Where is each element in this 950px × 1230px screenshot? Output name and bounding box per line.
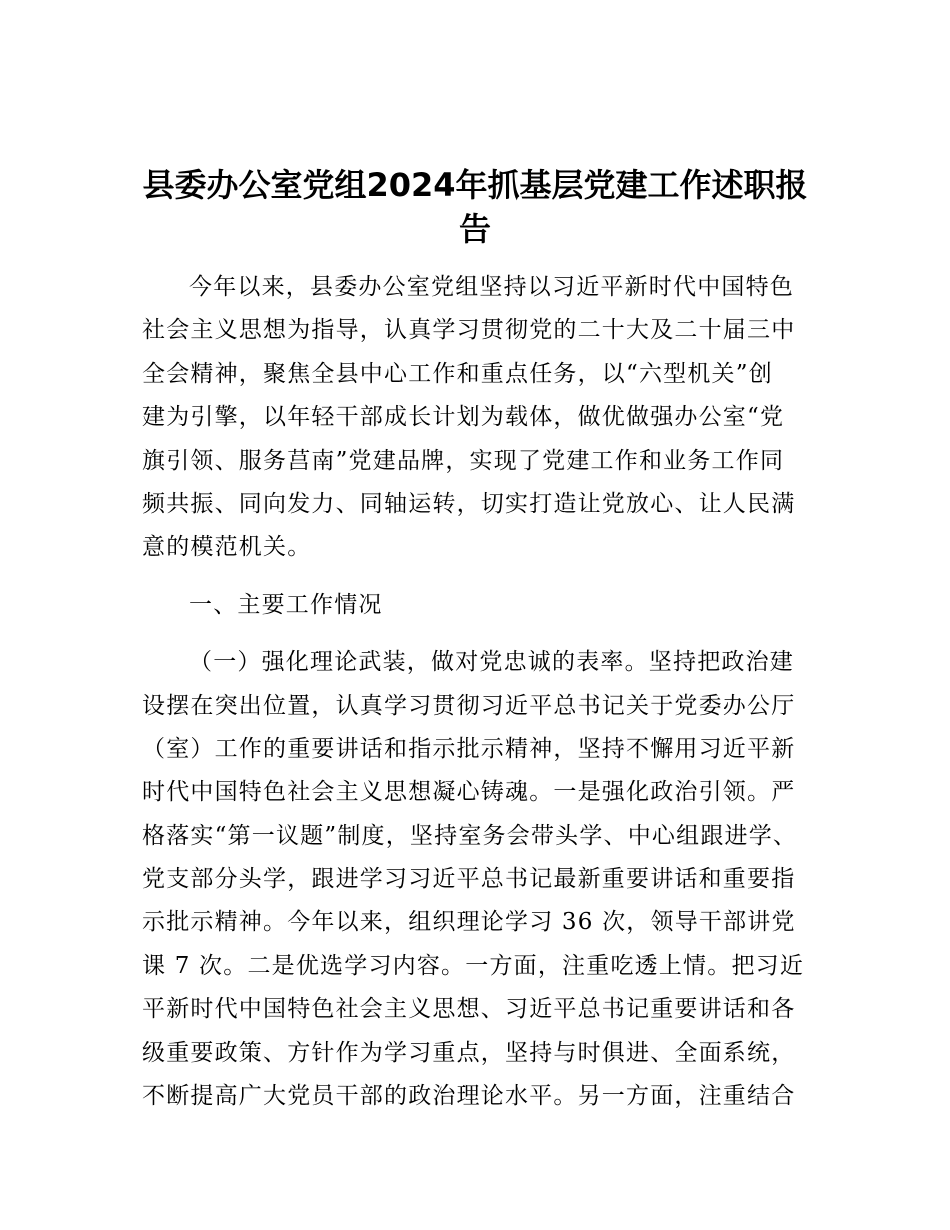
intro-line: 今年以来，县委办公室党组坚持以习近平新时代中国特色 xyxy=(189,274,794,300)
section-line: 设摆在突出位置，认真学习贯彻习近平总书记关于党委办公厅 xyxy=(142,692,796,719)
section-line: 格落实“第一议题”制度，坚持室务会带头学、中心组跟进学、 xyxy=(142,822,798,849)
section-line: 级重要政策、方针作为学习重点，坚持与时俱进、全面系统， xyxy=(142,1039,796,1066)
section-line: （室）工作的重要讲话和指示批示精神，坚持不懈用习近平新 xyxy=(142,735,796,762)
section-line: 时代中国特色社会主义思想凝心铸魂。一是强化政治引领。严 xyxy=(142,779,796,806)
intro-line: 意的模范机关。 xyxy=(142,534,312,561)
title-line-2: 告 xyxy=(458,210,491,248)
section-heading: 一、主要工作情况 xyxy=(189,591,383,618)
section-line: 示批示精神。今年以来，组织理论学习 36 次，领导干部讲党 xyxy=(142,909,796,936)
section-line: 不断提高广大党员干部的政治理论水平。另一方面，注重结合 xyxy=(142,1083,796,1110)
title-line-1: 县委办公室党组2024年抓基层党建工作述职报 xyxy=(142,166,808,204)
section-line: （一）强化理论武装，做对党忠诚的表率。坚持把政治建 xyxy=(189,649,794,676)
paragraph-gap xyxy=(142,570,822,584)
document-title xyxy=(140,163,810,251)
intro-line: 频共振、同向发力、同轴运转，切实打造让党放心、让人民满 xyxy=(142,490,796,517)
section-line: 平新时代中国特色社会主义思想、习近平总书记重要讲话和各 xyxy=(142,996,796,1023)
section-line: 课 7 次。二是优选学习内容。一方面，注重吃透上情。把习近 xyxy=(142,952,805,979)
section-line: 党支部分头学，跟进学习习近平总书记最新重要讲话和重要指 xyxy=(142,866,796,893)
intro-line: 建为引擎，以年轻干部成长计划为载体，做优做强办公室“党 xyxy=(142,404,785,431)
intro-line: 全会精神，聚焦全县中心工作和重点任务，以“六型机关”创 xyxy=(142,360,773,387)
document-body xyxy=(142,266,822,1118)
intro-line: 旗引领、服务莒南”党建品牌，实现了党建工作和业务工作同 xyxy=(142,447,785,474)
intro-line: 社会主义思想为指导，认真学习贯彻党的二十大及二十届三中 xyxy=(142,317,796,344)
paragraph-gap xyxy=(142,627,822,641)
